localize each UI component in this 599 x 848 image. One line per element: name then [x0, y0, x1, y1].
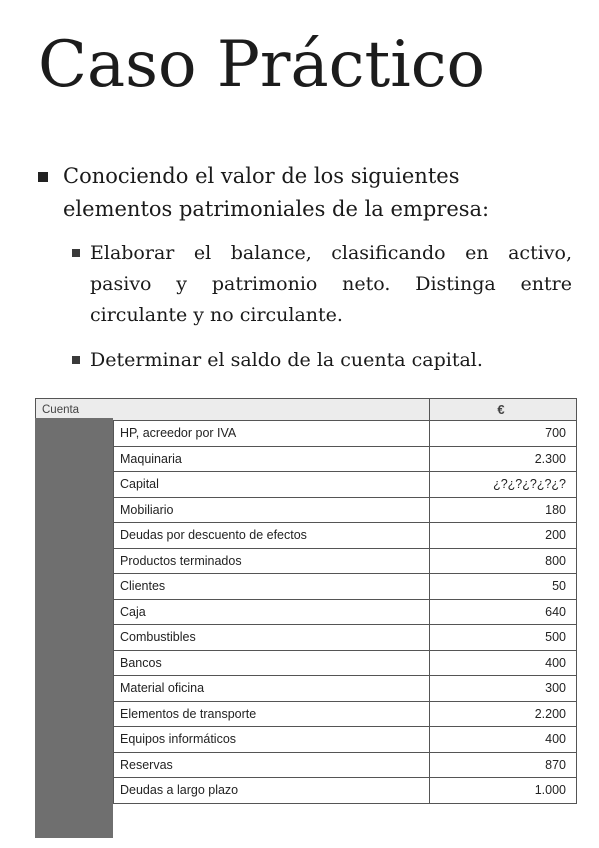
account-value-cell: 500 — [430, 625, 577, 651]
page-title: Caso Práctico — [38, 28, 486, 102]
account-name-cell: Material oficina — [114, 676, 430, 702]
table-row — [36, 727, 577, 753]
account-value-cell: 200 — [430, 523, 577, 549]
table-row — [36, 574, 577, 600]
table-header-row — [36, 399, 577, 421]
account-name-cell: Caja — [114, 599, 430, 625]
bullet-sub-2-text: Determinar el saldo de la cuenta capital. — [90, 349, 483, 371]
account-value-cell: 300 — [430, 676, 577, 702]
account-name-cell: Deudas a largo plazo — [114, 778, 430, 804]
bullet-sub-2 — [72, 345, 572, 376]
table-row — [36, 701, 577, 727]
account-value-cell: 700 — [430, 421, 577, 447]
account-name-cell: Equipos informáticos — [114, 727, 430, 753]
account-value-cell: 1.000 — [430, 778, 577, 804]
table-row — [36, 778, 577, 804]
accounts-table — [35, 398, 577, 804]
header-spacer — [114, 399, 430, 421]
table-row — [36, 599, 577, 625]
account-name-cell: HP, acreedor por IVA — [114, 421, 430, 447]
account-name-cell: Deudas por descuento de efectos — [114, 523, 430, 549]
square-bullet-icon — [72, 356, 80, 364]
accounts-table-wrapper — [35, 398, 580, 830]
bullet-main-text: Conociendo el valor de los siguientes elementos patrimoniales de la empresa: — [63, 164, 490, 221]
account-value-cell: 640 — [430, 599, 577, 625]
account-name-cell: Combustibles — [114, 625, 430, 651]
bullet-sub-1 — [72, 238, 572, 331]
bullet-sub-1-text: Elaborar el balance, clasificando en activo, pasivo y patrimonio neto. Distinga entre circulante y no circulante. — [90, 242, 572, 326]
account-value-cell: 2.200 — [430, 701, 577, 727]
table-row — [36, 676, 577, 702]
table-row — [36, 497, 577, 523]
account-value-cell: 50 — [430, 574, 577, 600]
account-name-cell: Reservas — [114, 752, 430, 778]
account-value-cell: 800 — [430, 548, 577, 574]
table-row — [36, 523, 577, 549]
account-value-cell: 870 — [430, 752, 577, 778]
account-value-cell: 400 — [430, 727, 577, 753]
account-name-cell: Capital — [114, 472, 430, 498]
account-value-cell: 2.300 — [430, 446, 577, 472]
account-name-cell: Clientes — [114, 574, 430, 600]
account-value-cell: 180 — [430, 497, 577, 523]
square-bullet-icon — [38, 172, 48, 182]
account-name-cell: Maquinaria — [114, 446, 430, 472]
account-value-cell: 400 — [430, 650, 577, 676]
redacted-block — [35, 418, 113, 838]
account-name-cell: Elementos de transporte — [114, 701, 430, 727]
table-row — [36, 446, 577, 472]
table-row — [36, 548, 577, 574]
bullet-main — [38, 160, 568, 226]
account-name-cell: Mobiliario — [114, 497, 430, 523]
account-value-cell: ¿?¿?¿?¿?¿? — [430, 472, 577, 498]
table-row — [36, 752, 577, 778]
account-name-cell: Productos terminados — [114, 548, 430, 574]
header-value: € — [430, 399, 577, 421]
table-row — [36, 421, 577, 447]
table-row — [36, 472, 577, 498]
header-account: Cuenta — [36, 399, 114, 421]
table-row — [36, 650, 577, 676]
account-name-cell: Bancos — [114, 650, 430, 676]
table-row — [36, 625, 577, 651]
square-bullet-icon — [72, 249, 80, 257]
